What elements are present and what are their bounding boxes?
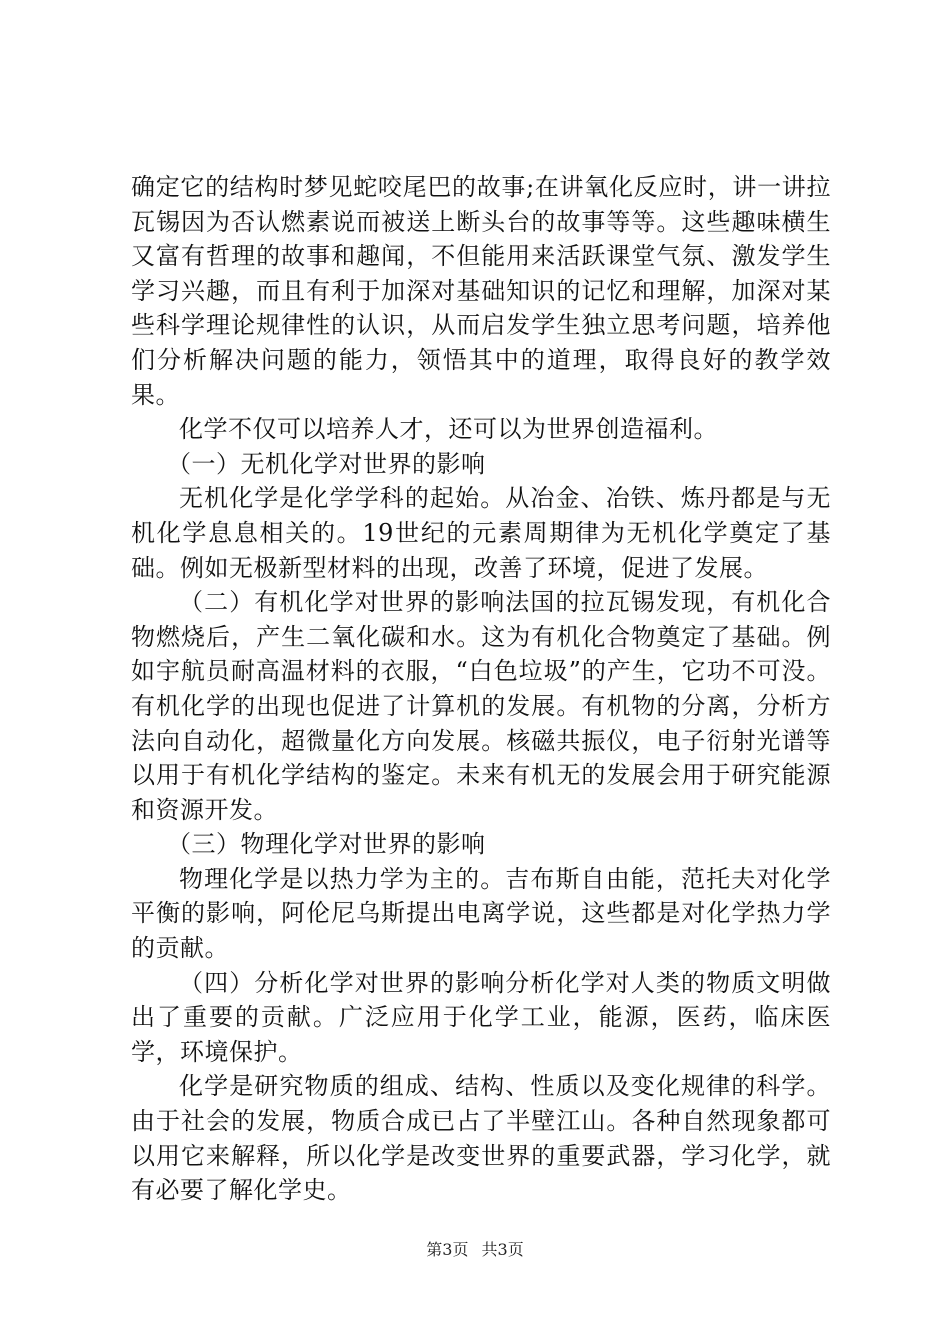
paragraph-analytical: （四）分析化学对世界的影响分析化学对人类的物质文明做出了重要的贡献。广泛应用于化学工业，能源，医药，临床医学，环境保护。 bbox=[131, 968, 831, 1066]
paragraph-chemistry-stories: 确定它的结构时梦见蛇咬尾巴的故事;在讲氧化反应时，讲一讲拉瓦锡因为否认燃素说而被送上断头台的故事等等。这些趣味横生又富有哲理的故事和趣闻，不但能用来活跃课堂气氛、激发学生学习兴趣，而且有利于加深对基础知识的记忆和理解，加深对某些科学理论规律性的认识，从而启发学生独立思考问题，培养他们分析解决问题的能力，领悟其中的道理，取得良好的教学效果。 bbox=[131, 173, 831, 409]
paragraph-physical: 物理化学是以热力学为主的。吉布斯自由能，范托夫对化学平衡的影响，阿伦尼乌斯提出电离学说，这些都是对化学热力学的贡献。 bbox=[131, 864, 831, 963]
paragraph-inorganic: 无机化学是化学学科的起始。从冶金、冶铁、炼丹都是与无机化学息息相关的。19世纪的元素周期律为无机化学奠定了基础。例如无极新型材料的出现，改善了环境，促进了发展。 bbox=[131, 484, 831, 582]
document-body bbox=[131, 170, 831, 1208]
paragraph-chemistry-benefits: 化学不仅可以培养人才，还可以为世界创造福利。 bbox=[179, 415, 718, 444]
page-total: 共3页 bbox=[481, 1240, 524, 1259]
section-heading-physical: （三）物理化学对世界的影响 bbox=[167, 830, 486, 859]
paragraph-conclusion: 化学是研究物质的组成、结构、性质以及变化规律的科学。由于社会的发展，物质合成已占了半壁江山。各种自然现象都可以用它来解释，所以化学是改变世界的重要武器，学习化学，就有必要了解化学史。 bbox=[131, 1072, 831, 1205]
section-heading-inorganic: （一）无机化学对世界的影响 bbox=[167, 449, 486, 478]
paragraph-organic: （二）有机化学对世界的影响法国的拉瓦锡发现，有机化合物燃烧后，产生二氧化碳和水。这为有机化合物奠定了基础。例如宇航员耐高温材料的衣服，“白色垃圾”的产生，它功不可没。有机化学的出现也促进了计算机的发展。有机物的分离，分析方法向自动化，超微量化方向发展。核磁共振仪，电子衍射光谱等以用于有机化学结构的鉴定。未来有机无的发展会用于研究能源和资源开发。 bbox=[131, 588, 831, 824]
page-footer bbox=[0, 1240, 950, 1260]
page-number: 第3页 bbox=[426, 1240, 469, 1259]
